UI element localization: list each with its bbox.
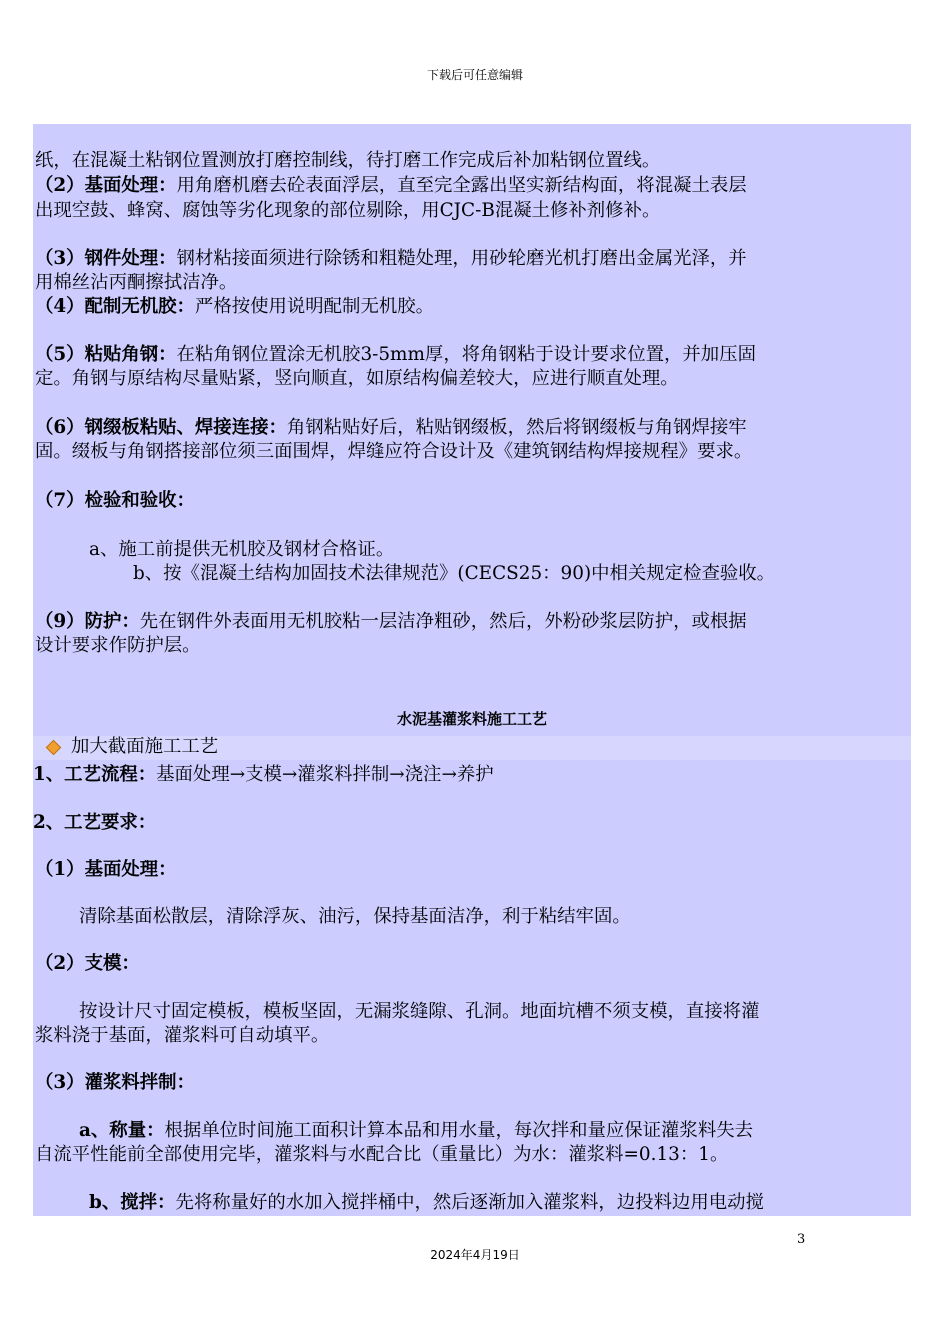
paragraph-base: （1）基面处理： bbox=[35, 859, 177, 880]
bullet-row bbox=[33, 736, 911, 760]
paragraph-mixing: （3）灌浆料拌制： bbox=[35, 1072, 195, 1093]
paragraph-stirring: b、搅拌：先将称量好的水加入搅拌桶中，然后逐渐加入灌浆料，边投料边用电动搅 bbox=[89, 1192, 764, 1213]
diamond-bullet-icon bbox=[46, 740, 62, 756]
paragraph-line: 出现空鼓、蜂窝、腐蚀等劣化现象的部位剔除，用CJC-B混凝土修补剂修补。 bbox=[35, 200, 661, 221]
paragraph-inspection: （7）检验和验收： bbox=[35, 490, 195, 511]
paragraph-line: 浆料浇于基面，灌浆料可自动填平。 bbox=[35, 1025, 330, 1046]
paragraph-line: 设计要求作防护层。 bbox=[35, 635, 201, 656]
paragraph-line: 按设计尺寸固定模板，模板坚固，无漏浆缝隙、孔洞。地面坑槽不须支模，直接将灌 bbox=[79, 1001, 760, 1022]
page-header: 下载后可任意编辑 bbox=[426, 68, 523, 82]
section-title: 水泥基灌浆料施工工艺 bbox=[396, 710, 547, 728]
paragraph-welding: （6）钢缀板粘贴、焊接连接：角钢粘贴好后，粘贴钢缀板，然后将钢缀板与角钢焊接牢 bbox=[35, 417, 747, 438]
paragraph-item-b: b、按《混凝土结构加固技术法律规范》(CECS25：90)中相关规定检查验收。 bbox=[133, 563, 776, 584]
document-body bbox=[33, 124, 911, 1216]
paragraph-line: 用棉丝沾丙酮擦拭洁净。 bbox=[35, 272, 238, 293]
paragraph-formwork: （2）支模： bbox=[35, 953, 140, 974]
paragraph-line: 自流平性能前全部使用完毕，灌浆料与水配合比（重量比）为水：灌浆料=0.13：1。 bbox=[35, 1144, 729, 1165]
paragraph-base-treatment: （2）基面处理：用角磨机磨去砼表面浮层，直至完全露出坚实新结构面，将混凝土表层 bbox=[35, 175, 747, 196]
paragraph-line: 纸，在混凝土粘钢位置测放打磨控制线，待打磨工作完成后补加粘钢位置线。 bbox=[35, 150, 661, 171]
paragraph-item-a: a、施工前提供无机胶及钢材合格证。 bbox=[89, 539, 395, 560]
paragraph-steel-treatment: （3）钢件处理：钢材粘接面须进行除锈和粗糙处理，用砂轮磨光机打磨出金属光泽，并 bbox=[35, 248, 747, 269]
page-number: 3 bbox=[797, 1232, 806, 1247]
paragraph-line: 清除基面松散层，清除浮灰、油污，保持基面洁净，利于粘结牢固。 bbox=[79, 906, 631, 927]
paragraph-requirements: 2、工艺要求： bbox=[33, 812, 157, 833]
paragraph-line: 固。缀板与角钢搭接部位须三面围焊，焊缝应符合设计及《建筑钢结构焊接规程》要求。 bbox=[35, 441, 753, 462]
paragraph-process-flow: 1、工艺流程：基面处理→支模→灌浆料拌制→浇注→养护 bbox=[33, 764, 494, 785]
paragraph-angle-steel: （5）粘贴角钢：在粘角钢位置涂无机胶3-5mm厚，将角钢粘于设计要求位置，并加压固 bbox=[35, 344, 756, 365]
bullet-text: 加大截面施工工艺 bbox=[71, 736, 219, 757]
paragraph-line: 定。角钢与原结构尽量贴紧，竖向顺直，如原结构偏差较大，应进行顺直处理。 bbox=[35, 368, 679, 389]
page-footer-date: 2024年4月19日 bbox=[430, 1248, 520, 1262]
paragraph-protection: （9）防护：先在钢件外表面用无机胶粘一层洁净粗砂，然后，外粉砂浆层防护，或根据 bbox=[35, 611, 747, 632]
paragraph-mix-glue: （4）配制无机胶：严格按使用说明配制无机胶。 bbox=[35, 296, 435, 317]
paragraph-weighing: a、称量：根据单位时间施工面积计算本品和用水量，每次拌和量应保证灌浆料失去 bbox=[79, 1120, 753, 1141]
